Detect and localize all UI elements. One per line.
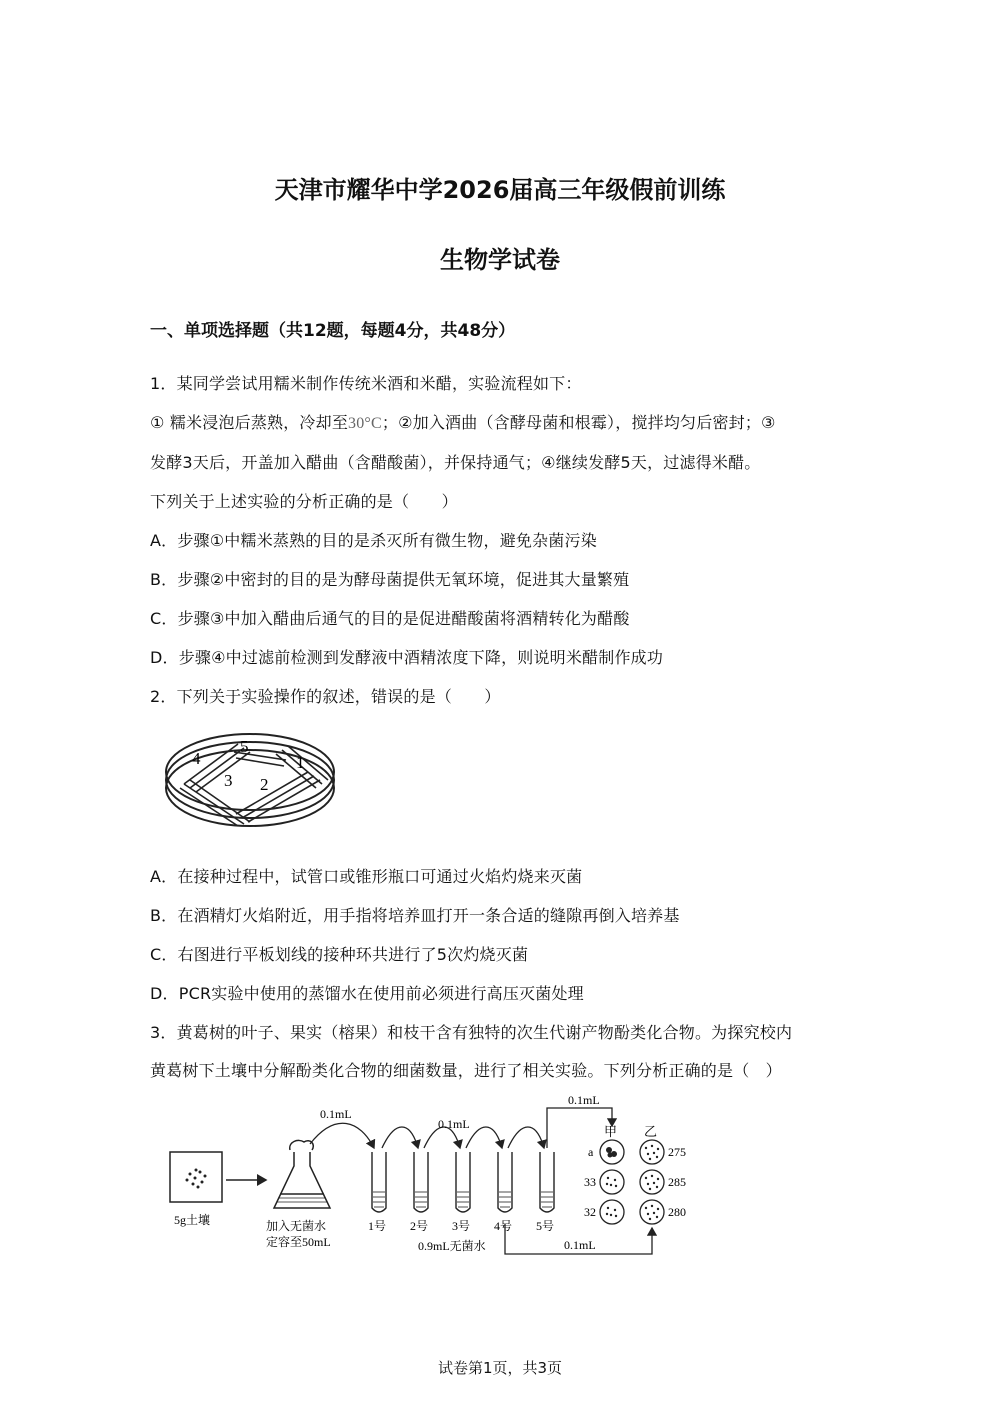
- tube-label-4: 4号: [494, 1219, 513, 1233]
- q1-step-text-a: ① 糯米浸泡后蒸熟，冷却至: [150, 413, 349, 432]
- q2-option-b: B．在酒精灯火焰附近，用手指将培养皿打开一条合适的缝隙再倒入培养基: [150, 906, 680, 925]
- group-yi-label: 乙: [644, 1124, 658, 1139]
- page-title: 天津市耀华中学2026届高三年级假前训练: [274, 176, 726, 204]
- q1-option-b: B．步骤②中密封的目的是为酵母菌提供无氧环境，促进其大量繁殖: [150, 570, 630, 589]
- q2-option-c: C．右图进行平板划线的接种环共进行了5次灼烧灭菌: [150, 945, 529, 964]
- jia-count-1: a: [588, 1145, 594, 1159]
- q3-stem-line-1: 3．黄葛树的叶子、果实（榕果）和枝干含有独特的次生代谢产物酚类化合物。为探究校内: [150, 1023, 793, 1042]
- q3-stem-line-2: 黄葛树下土壤中分解酚类化合物的细菌数量，进行了相关实验。下列分析正确的是（ ）: [150, 1061, 782, 1080]
- streak-label-3: 3: [224, 771, 233, 790]
- jia-count-2: 33: [584, 1175, 596, 1189]
- q1-option-c: C．步骤③中加入醋曲后通气的目的是促进醋酸菌将酒精转化为醋酸: [150, 609, 630, 628]
- yi-count-1: 275: [668, 1145, 686, 1159]
- streak-label-2: 2: [260, 775, 269, 794]
- flask-label-1: 加入无菌水: [266, 1219, 327, 1233]
- section-heading: 一、单项选择题（共12题，每题4分，共48分）: [150, 321, 516, 341]
- streak-label-1: 1: [296, 753, 305, 772]
- tube-label-3: 3号: [452, 1219, 471, 1233]
- q1-step-line-2: 发酵3天后，开盖加入醋曲（含醋酸菌），并保持通气；④继续发酵5天，过滤得米醋。: [150, 453, 761, 472]
- q1-question: 下列关于上述实验的分析正确的是（ ）: [150, 492, 458, 511]
- streak-plate-figure: [160, 718, 340, 830]
- q1-step-text-b: ；②加入酒曲（含酵母菌和根霉），搅拌均匀后密封；③: [381, 413, 776, 432]
- yi-count-2: 285: [668, 1175, 686, 1189]
- streak-label-5: 5: [240, 737, 249, 756]
- soil-label: 5g土壤: [174, 1213, 211, 1227]
- streak-label-4: 4: [192, 749, 201, 768]
- dilution-figure: [160, 1092, 700, 1262]
- page-footer: 试卷第1页，共3页: [437, 1359, 563, 1377]
- transfer-label-2: 0.1mL: [438, 1117, 470, 1131]
- tube-label-2: 2号: [410, 1219, 429, 1233]
- jia-count-3: 32: [584, 1205, 596, 1219]
- tube-label-1: 1号: [368, 1219, 387, 1233]
- water-label: 0.9mL无菌水: [418, 1239, 486, 1253]
- yi-count-3: 280: [668, 1205, 686, 1219]
- transfer-label-1: 0.1mL: [320, 1107, 352, 1121]
- q1-temperature: 30°C: [348, 415, 382, 432]
- transfer-label-3: 0.1mL: [568, 1093, 600, 1107]
- q2-option-d: D．PCR实验中使用的蒸馏水在使用前必须进行高压灭菌处理: [150, 984, 584, 1003]
- q2-option-a: A．在接种过程中，试管口或锥形瓶口可通过火焰灼烧来灭菌: [150, 867, 583, 886]
- q2-stem: 2．下列关于实验操作的叙述，错误的是（ ）: [150, 687, 501, 706]
- page-subtitle: 生物学试卷: [440, 246, 560, 274]
- q1-stem: 1．某同学尝试用糯米制作传统米酒和米醋，实验流程如下：: [150, 374, 582, 393]
- group-jia-label: 甲: [604, 1124, 618, 1139]
- transfer-label-4: 0.1mL: [564, 1238, 596, 1252]
- flask-label-2: 定容至50mL: [266, 1235, 331, 1249]
- tube-label-5: 5号: [536, 1219, 555, 1233]
- q1-step-line-1: [150, 410, 776, 433]
- q1-option-a: A．步骤①中糯米蒸熟的目的是杀灭所有微生物，避免杂菌污染: [150, 531, 597, 550]
- q1-option-d: D．步骤④中过滤前检测到发酵液中酒精浓度下降，则说明米醋制作成功: [150, 648, 664, 667]
